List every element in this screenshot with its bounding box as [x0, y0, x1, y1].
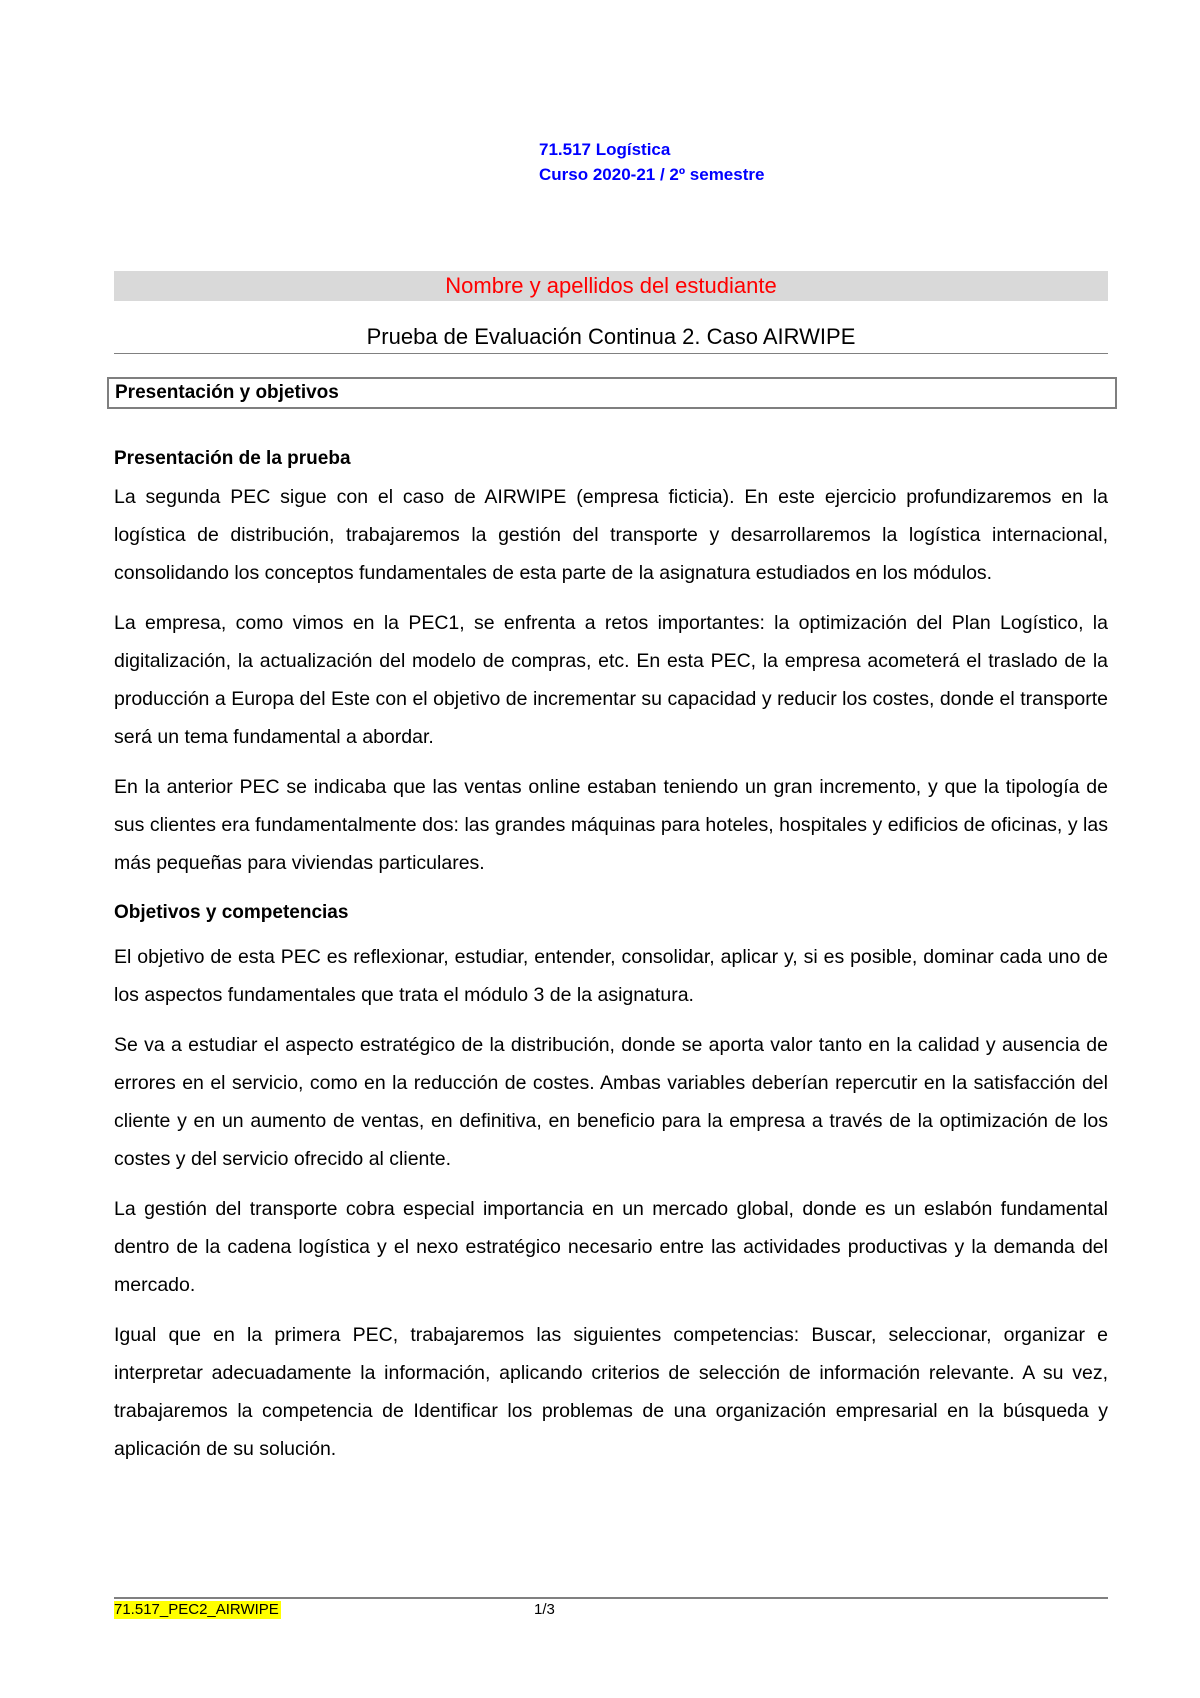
- presentation-heading: Presentación de la prueba: [114, 448, 351, 469]
- footer-file-name: 71.517_PEC2_AIRWIPE: [114, 1601, 279, 1618]
- course-term: Curso 2020-21 / 2º semestre: [539, 165, 765, 184]
- title-divider: [114, 353, 1108, 354]
- objectives-heading: Objetivos y competencias: [114, 902, 349, 923]
- student-name-field[interactable]: Nombre y apellidos del estudiante: [114, 271, 1108, 301]
- presentation-paragraph: La segunda PEC sigue con el caso de AIRWIPE (empresa ficticia). En este ejercicio profundizaremos en la logística de distribución, trabajaremos la gestión del transporte y desarrollaremos la logística internacional, consolidando los conceptos fundamentales de esta parte de la asignatura estudiados en los módulos.: [114, 486, 1108, 584]
- objectives-paragraph: La gestión del transporte cobra especial importancia en un mercado global, donde es un eslabón fundamental dentro de la cadena logística y el nexo estratégico necesario entre las actividades productivas y la demanda del mercado.: [114, 1198, 1108, 1296]
- objectives-paragraph: El objetivo de esta PEC es reflexionar, estudiar, entender, consolidar, aplicar y, si es posible, dominar cada uno de los aspectos fundamentales que trata el módulo 3 de la asignatura.: [114, 946, 1108, 1006]
- document-body: [114, 440, 1108, 1480]
- objectives-paragraph: Igual que en la primera PEC, trabajaremos las siguientes competencias: Buscar, seleccionar, organizar e interpretar adecuadamente la información, aplicando criterios de selección de información relevante. A su vez, trabajaremos la competencia de Identificar los problemas de una organización empresarial en la búsqueda y aplicación de su solución.: [114, 1324, 1108, 1460]
- course-code: 71.517 Logística: [539, 140, 671, 159]
- presentation-paragraph: En la anterior PEC se indicaba que las ventas online estaban teniendo un gran incremento, y que la tipología de sus clientes era fundamentalmente dos: las grandes máquinas para hoteles, hospitales y edificios de oficinas, y las más pequeñas para viviendas particulares.: [114, 776, 1108, 874]
- footer-page-number: 1/3: [534, 1601, 555, 1618]
- footer-divider: [114, 1597, 1108, 1599]
- objectives-paragraph: Se va a estudiar el aspecto estratégico de la distribución, donde se aporta valor tanto en la calidad y ausencia de errores en el servicio, como en la reducción de costes. Ambas variables deberían repercutir en la satisfacción del cliente y en un aumento de ventas, en definitiva, en beneficio para la empresa a través de la optimización de los costes y del servicio ofrecido al cliente.: [114, 1034, 1108, 1170]
- section-title-box: Presentación y objetivos: [107, 377, 1117, 409]
- course-header: [539, 137, 764, 187]
- document-title: Prueba de Evaluación Continua 2. Caso AIRWIPE: [366, 324, 856, 349]
- presentation-paragraph: La empresa, como vimos en la PEC1, se enfrenta a retos importantes: la optimización del Plan Logístico, la digitalización, la actualización del modelo de compras, etc. En esta PEC, la empresa acometerá el traslado de la producción a Europa del Este con el objetivo de incrementar su capacidad y reducir los costes, donde el transporte será un tema fundamental a abordar.: [114, 612, 1108, 748]
